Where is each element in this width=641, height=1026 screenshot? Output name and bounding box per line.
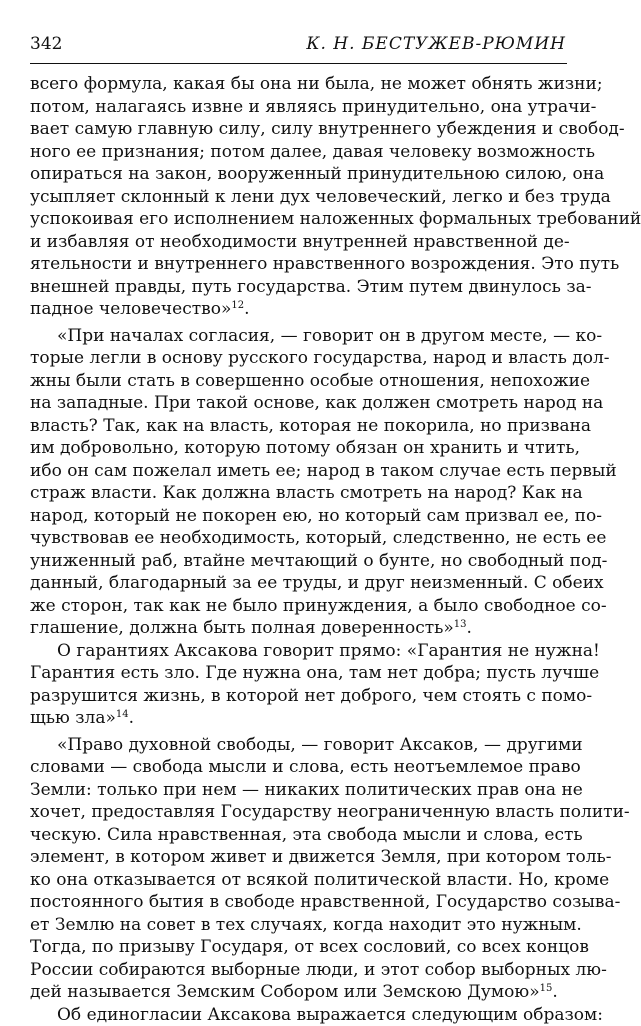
line-text: чувствовав ее необходимость, который, следственно, не есть ее xyxy=(30,528,606,548)
line-text: элемент, в котором живет и движется Земля, при котором толь- xyxy=(30,847,612,867)
line-tail: . xyxy=(467,618,472,638)
text-line xyxy=(30,779,567,802)
text-line xyxy=(30,981,567,1004)
text-line xyxy=(30,96,567,119)
text-line xyxy=(30,869,567,892)
line-text: усыпляет склонный к лени дух человеческий, легко и без труда xyxy=(30,187,611,207)
page-number: 342 xyxy=(30,34,62,54)
line-tail: . xyxy=(552,982,557,1002)
line-text: Гарантия есть зло. Где нужна она, там нет добра; пусть лучше xyxy=(30,663,599,683)
line-text: ческую. Сила нравственная, эта свобода мысли и слова, есть xyxy=(30,825,583,845)
line-text: власть? Так, как на власть, которая не покорила, но призвана xyxy=(30,416,591,436)
line-text: разрушится жизнь, в которой нет доброго, чем стоять с помо- xyxy=(30,686,592,706)
line-text: ет Землю на совет в тех случаях, когда находит это нужным. xyxy=(30,915,582,935)
text-line xyxy=(30,914,567,937)
text-line xyxy=(30,662,567,685)
text-line xyxy=(30,276,567,299)
line-text: «Право духовной свободы, — говорит Аксаков, — другими xyxy=(57,735,583,755)
text-line xyxy=(30,846,567,869)
text-line xyxy=(30,325,567,348)
line-tail: . xyxy=(129,708,134,728)
running-title: К. Н. БЕСТУЖЕВ-РЮМИН xyxy=(306,34,566,54)
line-text: униженный раб, втайне мечтающий о бунте, но свободный под- xyxy=(30,551,607,571)
line-text: на западные. При такой основе, как должен смотреть народ на xyxy=(30,393,603,413)
text-line xyxy=(30,824,567,847)
line-text: Тогда, по призыву Государя, от всех сословий, со всех концов xyxy=(30,937,589,957)
line-text: постоянного бытия в свободе нравственной, Государство созыва- xyxy=(30,892,620,912)
line-text: ко она отказывается от всякой политической власти. Но, кроме xyxy=(30,870,609,890)
text-line xyxy=(30,163,567,186)
line-text: всего формула, какая бы она ни была, не может обнять жизни; xyxy=(30,74,603,94)
text-line xyxy=(30,460,567,483)
line-text: Земли: только при нем — никаких политических прав она не xyxy=(30,780,583,800)
text-line xyxy=(30,298,567,321)
text-line xyxy=(30,936,567,959)
text-line xyxy=(30,347,567,370)
line-text: падное человечество» xyxy=(30,299,231,319)
text-line xyxy=(30,959,567,982)
text-line xyxy=(30,891,567,914)
text-line xyxy=(30,685,567,708)
text-line xyxy=(30,231,567,254)
text-line xyxy=(30,437,567,460)
line-text: ибо он сам пожелал иметь ее; народ в таком случае есть первый xyxy=(30,461,617,481)
line-text: «При началах согласия, — говорит он в другом месте, — ко- xyxy=(57,326,602,346)
line-text: ятельности и внутреннего нравственного возрождения. Это путь xyxy=(30,254,619,274)
text-line xyxy=(30,208,567,231)
line-tail: . xyxy=(244,299,249,319)
text-line xyxy=(30,640,567,663)
footnote-ref: 15 xyxy=(540,983,553,994)
text-line xyxy=(30,527,567,550)
line-text: щью зла» xyxy=(30,708,116,728)
text-line xyxy=(30,415,567,438)
line-text: данный, благодарный за ее труды, и друг неизменный. С обеих xyxy=(30,573,604,593)
text-line xyxy=(30,550,567,573)
text-line xyxy=(30,756,567,779)
line-text: глашение, должна быть полная доверенность» xyxy=(30,618,454,638)
line-text: словами — свобода мысли и слова, есть неотъемлемое право xyxy=(30,757,581,777)
line-text: страж власти. Как должна власть смотреть на народ? Как на xyxy=(30,483,583,503)
line-text: же сторон, так как не было принуждения, а было свободное со- xyxy=(30,596,607,616)
line-text: России собираются выборные люди, и этот собор выборных лю- xyxy=(30,960,607,980)
line-text: О гарантиях Аксакова говорит прямо: «Гарантия не нужна! xyxy=(57,641,600,661)
line-text: внешней правды, путь государства. Этим путем двинулось за- xyxy=(30,277,591,297)
text-line xyxy=(30,572,567,595)
line-text: народ, который не покорен ею, но который сам призвал ее, по- xyxy=(30,506,602,526)
text-line xyxy=(30,505,567,528)
text-line xyxy=(30,482,567,505)
line-text: вает самую главную силу, силу внутреннего убеждения и свобод- xyxy=(30,119,625,139)
text-line xyxy=(30,617,567,640)
footnote-ref: 14 xyxy=(116,709,129,720)
line-text: дей называется Земским Собором или Земскою Думою» xyxy=(30,982,540,1002)
text-line xyxy=(30,1004,567,1026)
line-text: опираться на закон, вооруженный принудительною силою, она xyxy=(30,164,604,184)
text-line xyxy=(30,186,567,209)
footnote-ref: 13 xyxy=(454,619,467,630)
text-line xyxy=(30,118,567,141)
text-line xyxy=(30,370,567,393)
line-text: хочет, предоставляя Государству неограниченную власть полити- xyxy=(30,802,630,822)
header-rule xyxy=(30,63,567,64)
footnote-ref: 12 xyxy=(231,300,244,311)
text-line xyxy=(30,392,567,415)
text-line xyxy=(30,141,567,164)
line-text: жны были стать в совершенно особые отношения, непохожие xyxy=(30,371,590,391)
line-text: успокоивая его исполнением наложенных формальных требований xyxy=(30,209,641,229)
line-text: потом, налагаясь извне и являясь принудительно, она утрачи- xyxy=(30,97,596,117)
text-line xyxy=(30,73,567,96)
text-line xyxy=(30,801,567,824)
text-line xyxy=(30,707,567,730)
text-line xyxy=(30,595,567,618)
page-header xyxy=(30,34,566,54)
text-line xyxy=(30,734,567,757)
line-text: торые легли в основу русского государства, народ и власть дол- xyxy=(30,348,610,368)
line-text: им добровольно, которую потому обязан он хранить и чтить, xyxy=(30,438,580,458)
line-text: ного ее признания; потом далее, давая человеку возможность xyxy=(30,142,595,162)
line-text: Об единогласии Аксакова выражается следующим образом: xyxy=(57,1005,603,1025)
body-text xyxy=(30,73,567,1026)
text-line xyxy=(30,253,567,276)
line-text: и избавляя от необходимости внутренней нравственной де- xyxy=(30,232,570,252)
